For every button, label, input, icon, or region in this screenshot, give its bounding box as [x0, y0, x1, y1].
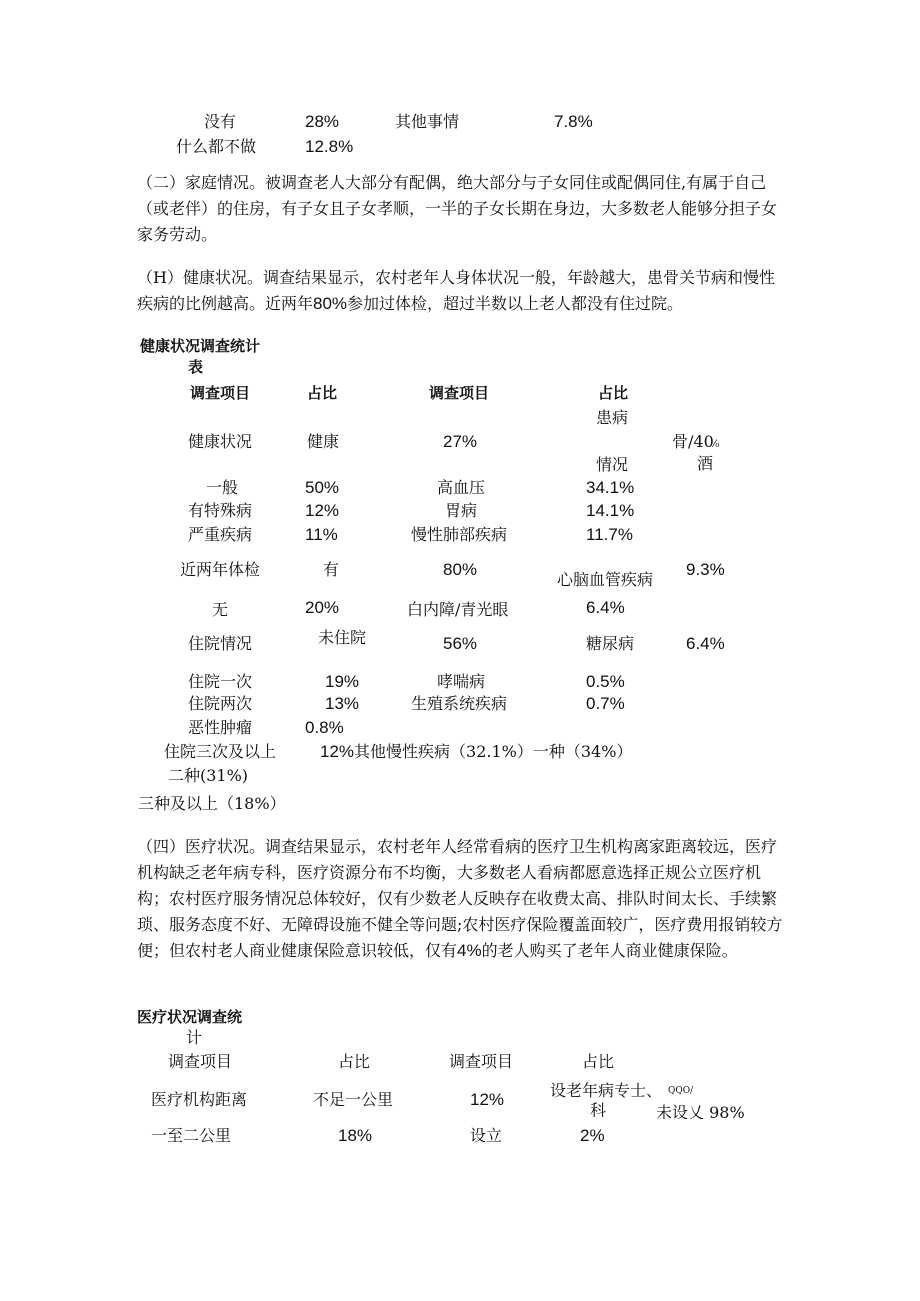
m-cell-geriatric: 设老年病专士、 [550, 1081, 663, 1100]
cell-19: 19% [325, 672, 360, 691]
cell-lung: 慢性肺部疾病 [411, 525, 508, 544]
cell-asthma: 哮喘病 [437, 672, 486, 691]
top-row1-value2: 7.8% [554, 112, 593, 131]
medical-paragraph-number: 4% [457, 941, 482, 960]
cell-56: 56% [443, 634, 478, 653]
cell-other-chronic: 其他慢性疾病（32.1%）一种（34%） [354, 742, 633, 761]
cell-serious-disease: 严重疾病 [188, 525, 253, 544]
cell-gu-text: 骨/40 [672, 432, 714, 451]
health-paragraph-number: 80% [313, 294, 348, 313]
m-cell-2: 2% [580, 1126, 605, 1145]
cell-health-status: 健康状况 [188, 432, 253, 451]
health-header-ratio2: 占比 [598, 384, 629, 402]
health-header-ratio1: 占比 [307, 384, 338, 402]
top-row2-label: 什么都不做 [176, 137, 257, 156]
m-cell-distance: 医疗机构距离 [151, 1090, 248, 1109]
m-cell-qqo: QQO/ [668, 1086, 694, 1096]
m-cell-under-1km: 不足一公里 [313, 1090, 394, 1109]
cell-gu [672, 432, 719, 455]
cell-50: 50% [305, 478, 340, 497]
cell-average: 一般 [206, 478, 239, 497]
cell-34-1: 34.1% [586, 478, 635, 497]
cell-13: 13% [325, 694, 360, 713]
cell-special-disease: 有特殊病 [188, 501, 253, 520]
cell-cataract: 白内障/青光眼 [407, 600, 509, 619]
cell-yes: 有 [323, 560, 340, 579]
medical-table-title-cont: 计 [186, 1028, 203, 1047]
cell-two-kinds: 二种(31%) [168, 766, 249, 785]
cell-qingkuang: 情况 [596, 455, 629, 474]
m-cell-not-set: 未设乂 98% [656, 1103, 745, 1119]
cell-12b-and-other [320, 742, 632, 762]
medical-header-ratio2: 占比 [582, 1052, 615, 1071]
cell-14-1: 14.1% [586, 501, 635, 520]
health-paragraph [137, 265, 787, 317]
medical-header-item2: 调查项目 [449, 1052, 514, 1071]
health-table-title-cont: 表 [188, 358, 204, 376]
cell-huanbing: 患病 [596, 408, 629, 427]
medical-table-title: 医疗状况调查统 [137, 1008, 243, 1026]
top-row1-label: 没有 [204, 112, 237, 131]
health-table-title: 健康状况调查统计 [140, 337, 261, 355]
cell-11-7: 11.7% [586, 525, 633, 544]
cell-once: 住院一次 [188, 672, 253, 691]
cell-cardio: 心脑血管疾病 [557, 570, 654, 589]
m-cell-ke: 科 [590, 1101, 607, 1117]
top-row1-value: 28% [305, 112, 340, 131]
health-paragraph-text1: （H）健康状况。调查结果显示，农村老年人身体状况一般，年龄越大，患骨关节病和慢性疾病的比例越高。近两年 [137, 268, 775, 313]
cell-tumor: 恶性肿瘤 [188, 718, 253, 737]
medical-header-ratio1: 占比 [338, 1052, 371, 1071]
health-header-item1: 调查项目 [190, 384, 251, 402]
m-cell-18: 18% [338, 1126, 373, 1145]
medical-paragraph-text2: 的老人购买了老年人商业健康保险。 [481, 941, 738, 960]
m-cell-1-2km: 一至二公里 [151, 1126, 232, 1145]
medical-paragraph [137, 834, 787, 964]
cell-not-hospital: 未住院 [318, 628, 367, 647]
medical-paragraph-text1: （四）医疗状况。调查结果显示，农村老年人经常看病的医疗卫生机构离家距离较远，医疗机构缺乏老年病专科，医疗资源分布不均衡，大多数老人看病都愿意选择正规公立医疗机构；农村医疗服务情况总体较好，仅有少数老人反映存在收费太高、排队时间太长、手续繁琐、服务态度不好、无障碍设施不健全等问题;农村医疗保险覆盖面较广，医疗费用报销较方便；但农村老人商业健康保险意识较低，仅有 [137, 837, 783, 960]
cell-hypertension: 高血压 [437, 478, 486, 497]
health-paragraph-text2: 参加过体检，超过半数以上老人都没有住过院。 [347, 294, 684, 313]
cell-hospital: 住院情况 [188, 634, 253, 653]
cell-0-5: 0.5% [586, 672, 625, 691]
cell-12: 12% [305, 501, 340, 520]
cell-jiu: 酒 [697, 454, 714, 473]
cell-6-4a: 6.4% [586, 598, 625, 617]
cell-11: 11% [305, 525, 338, 544]
top-row1-label2: 其他事情 [395, 112, 460, 131]
cell-20: 20% [305, 598, 340, 617]
cell-twice: 住院两次 [188, 694, 253, 713]
cell-0-7: 0.7% [586, 694, 625, 713]
m-cell-established: 设立 [470, 1126, 503, 1145]
cell-diabetes: 糖尿病 [586, 634, 635, 653]
cell-no: 无 [212, 600, 229, 619]
top-row2-value: 12.8% [305, 137, 354, 156]
m-cell-12: 12% [470, 1090, 505, 1109]
cell-healthy: 健康 [307, 432, 340, 451]
cell-reproductive: 生殖系统疾病 [411, 694, 508, 713]
cell-gu-symbol: ⁄₀ [713, 439, 720, 450]
cell-three-kinds: 三种及以上（18%） [138, 794, 286, 813]
cell-9-3: 9.3% [686, 560, 725, 579]
health-header-item2: 调查项目 [429, 384, 490, 402]
cell-12b: 12% [320, 742, 355, 761]
cell-0-8: 0.8% [305, 718, 344, 737]
cell-checkup: 近两年体检 [180, 560, 261, 579]
family-paragraph: （二）家庭情况。被调查老人大部分有配偶，绝大部分与子女同住或配偶同住,有属于自己（或老伴）的住房，有子女且子女孝顺，一半的子女长期在身边，大多数老人能够分担子女家务劳动。 [137, 173, 778, 244]
medical-header-item1: 调查项目 [168, 1052, 233, 1071]
cell-6-4b: 6.4% [686, 634, 725, 653]
cell-27: 27% [443, 432, 478, 451]
cell-stomach: 胃病 [445, 501, 478, 520]
cell-80: 80% [443, 560, 478, 579]
cell-three-times: 住院三次及以上 [164, 742, 277, 761]
